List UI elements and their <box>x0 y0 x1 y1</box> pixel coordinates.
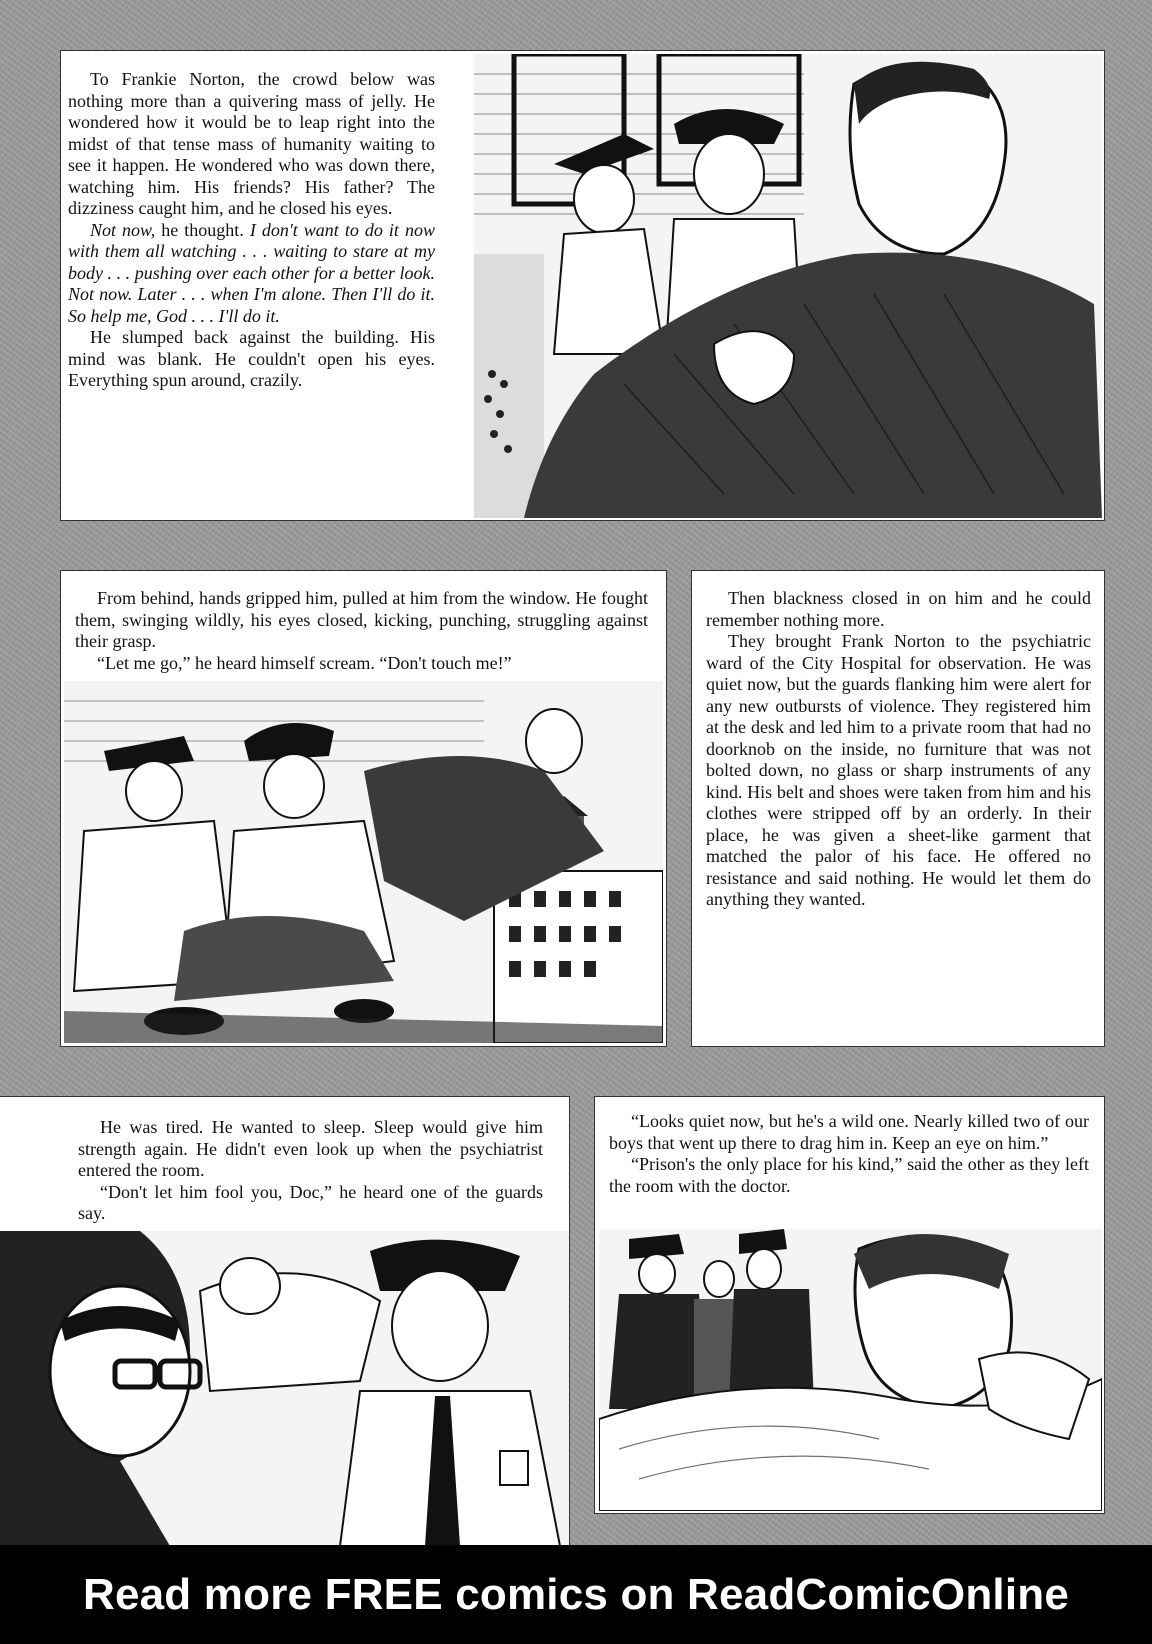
panel-4 <box>0 1096 570 1545</box>
hospital-room-art <box>0 1231 569 1546</box>
panel-1 <box>60 50 1105 521</box>
panel-1-paragraph-1: To Frankie Norton, the crowd below was nothing more than a quivering mass of jelly. He wondered how it would be to leap right into the midst of that tense mass of humanity waiting to see it happen. He wondered who was down there, watching him. His friends? His father? The dizziness caught him, and he closed his eyes. <box>68 69 435 218</box>
panel-2-text <box>75 588 648 674</box>
panel-2-paragraph-1: From behind, hands gripped him, pulled at him from the window. He fought them, swinging wildly, his eyes closed, kicking, punching, struggling against their grasp. <box>75 588 648 651</box>
panel-3 <box>691 570 1105 1047</box>
panel-1-paragraph-2: He slumped back against the building. His mind was blank. He couldn't open his eyes. Everything spun around, crazily. <box>68 327 435 390</box>
panel-1-thought <box>68 220 435 328</box>
panel-1-text <box>68 69 435 392</box>
panel-5-paragraph-2: “Prison's the only place for his kind,” said the other as they left the room with the doctor. <box>609 1154 1089 1196</box>
panel-5-illustration <box>599 1229 1102 1511</box>
thought-emphasis: Not now, <box>90 219 156 240</box>
panel-4-paragraph-2: “Don't let him fool you, Doc,” he heard one of the guards say. <box>78 1181 543 1223</box>
panel-2 <box>60 570 667 1047</box>
panel-4-illustration <box>0 1231 569 1546</box>
ledge-scene-art <box>474 54 1102 518</box>
panel-5-paragraph-1: “Looks quiet now, but he's a wild one. Nearly killed two of our boys that went up there to drag him in. Keep an eye on him.” <box>609 1111 1089 1153</box>
panel-3-paragraph-1: Then blackness closed in on him and he could remember nothing more. <box>706 588 1091 630</box>
panel-2-paragraph-2: “Let me go,” he heard himself scream. “Don't touch me!” <box>97 652 512 673</box>
thought-italic: I don't want to do it now with them all watching . . . waiting to stare at my body . . . pushing over each other for a better look. Not now. Later . . . when I'm alone. Then I'll do it. So help me, God . . . I'll do it. <box>68 219 435 326</box>
panel-3-text <box>706 588 1091 911</box>
thought-tag: he thought. <box>155 219 250 240</box>
panel-4-paragraph-1: He was tired. He wanted to sleep. Sleep would give him strength again. He didn't even look up when the psychiatrist entered the room. <box>78 1117 543 1180</box>
panel-5-text <box>609 1111 1089 1197</box>
panel-4-text <box>78 1117 543 1225</box>
bed-scene-art <box>599 1229 1102 1511</box>
panel-2-illustration <box>64 681 663 1043</box>
panel-3-paragraph-2: They brought Frank Norton to the psychiatric ward of the City Hospital for observation. He was quiet now, but the guards flanking him were alert for any new outbursts of violence. They registered him at the desk and led him to a private room that had no doorknob on the inside, no furniture that was not bolted down, no glass or sharp instruments of any kind. His belt and shoes were taken from him and his clothes were stripped off by an orderly. In their place, he was given a sheet-like garment that matched the palor of his face. He offered no resistance and said nothing. He would let them do anything they wanted. <box>706 631 1091 909</box>
read-more-banner[interactable]: Read more FREE comics on ReadComicOnline <box>0 1545 1152 1644</box>
panel-5 <box>594 1096 1105 1514</box>
panel-1-illustration <box>474 54 1102 518</box>
struggle-scene-art <box>64 681 663 1043</box>
